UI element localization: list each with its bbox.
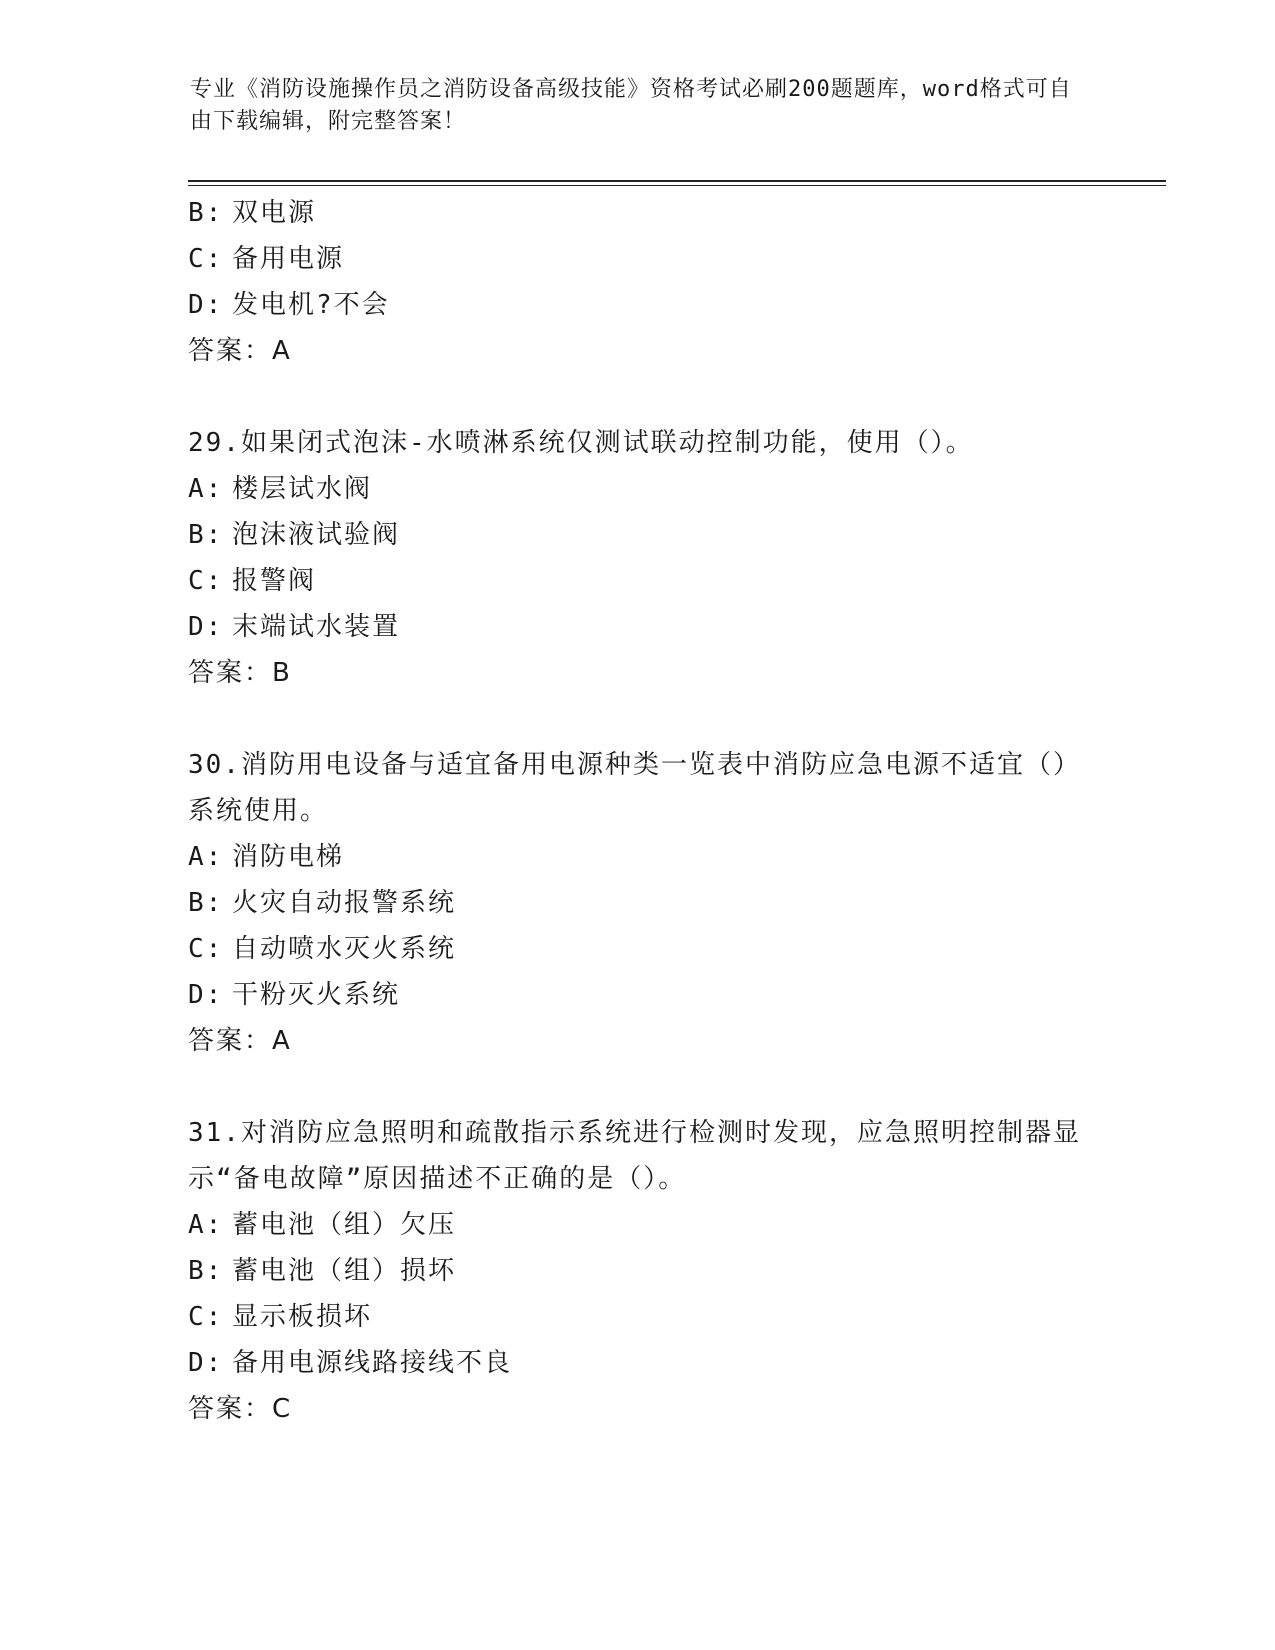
option-c xyxy=(188,558,1088,604)
document-header: 专业《消防设施操作员之消防设备高级技能》资格考试必刷200题题库，word格式可自由下载编辑，附完整答案！ xyxy=(190,77,1072,134)
question-fragment xyxy=(188,190,1088,374)
option-text: 消防电梯 xyxy=(232,842,345,872)
option-text: 泡沫液试验阀 xyxy=(232,520,401,550)
option-key: C: xyxy=(188,244,224,274)
header-divider-thick xyxy=(188,180,1166,182)
answer: 答案：C xyxy=(188,1394,293,1424)
option-text: 备用电源 xyxy=(232,244,345,274)
option-d xyxy=(188,282,1088,328)
spacer xyxy=(188,374,1088,420)
option-d xyxy=(188,972,1088,1018)
option-text: 火灾自动报警系统 xyxy=(232,888,457,918)
option-a xyxy=(188,466,1088,512)
option-b xyxy=(188,190,1088,236)
question-text: 30.消防用电设备与适宜备用电源种类一览表中消防应急电源不适宜（）系统使用。 xyxy=(188,750,1081,826)
option-a xyxy=(188,834,1088,880)
option-text: 显示板损坏 xyxy=(232,1302,373,1332)
option-b xyxy=(188,1248,1088,1294)
option-key: B: xyxy=(188,198,224,228)
option-key: A: xyxy=(188,1210,224,1240)
question-text: 31.对消防应急照明和疏散指示系统进行检测时发现，应急照明控制器显示“备电故障”原因描述不正确的是（）。 xyxy=(188,1118,1081,1194)
option-c xyxy=(188,1294,1088,1340)
option-key: B: xyxy=(188,1256,224,1286)
question-text: 29.如果闭式泡沫-水喷淋系统仅测试联动控制功能，使用（）。 xyxy=(188,428,974,458)
question-list xyxy=(188,190,1088,1432)
option-key: A: xyxy=(188,842,224,872)
option-text: 末端试水装置 xyxy=(232,612,401,642)
option-key: B: xyxy=(188,888,224,918)
option-key: A: xyxy=(188,474,224,504)
option-c xyxy=(188,236,1088,282)
answer: 答案：A xyxy=(188,1026,292,1056)
question-30 xyxy=(188,742,1088,1064)
option-text: 备用电源线路接线不良 xyxy=(232,1348,513,1378)
option-key: D: xyxy=(188,290,224,320)
option-key: D: xyxy=(188,612,224,642)
option-b xyxy=(188,880,1088,926)
option-key: D: xyxy=(188,1348,224,1378)
option-text: 干粉灭火系统 xyxy=(232,980,401,1010)
option-text: 蓄电池（组）损坏 xyxy=(232,1256,457,1286)
option-text: 发电机?不会 xyxy=(232,290,390,320)
option-c xyxy=(188,926,1088,972)
question-29 xyxy=(188,420,1088,696)
option-key: D: xyxy=(188,980,224,1010)
spacer xyxy=(188,696,1088,742)
option-text: 双电源 xyxy=(232,198,317,228)
option-text: 报警阀 xyxy=(232,566,317,596)
option-key: C: xyxy=(188,1302,224,1332)
option-d xyxy=(188,604,1088,650)
option-text: 自动喷水灭火系统 xyxy=(232,934,457,964)
option-key: B: xyxy=(188,520,224,550)
spacer xyxy=(188,1064,1088,1110)
option-d xyxy=(188,1340,1088,1386)
option-a xyxy=(188,1202,1088,1248)
option-key: C: xyxy=(188,934,224,964)
option-key: C: xyxy=(188,566,224,596)
header-divider-thin xyxy=(188,185,1166,186)
answer: 答案：B xyxy=(188,658,292,688)
option-b xyxy=(188,512,1088,558)
option-text: 楼层试水阀 xyxy=(232,474,373,504)
answer: 答案：A xyxy=(188,336,292,366)
question-31 xyxy=(188,1110,1088,1432)
option-text: 蓄电池（组）欠压 xyxy=(232,1210,457,1240)
